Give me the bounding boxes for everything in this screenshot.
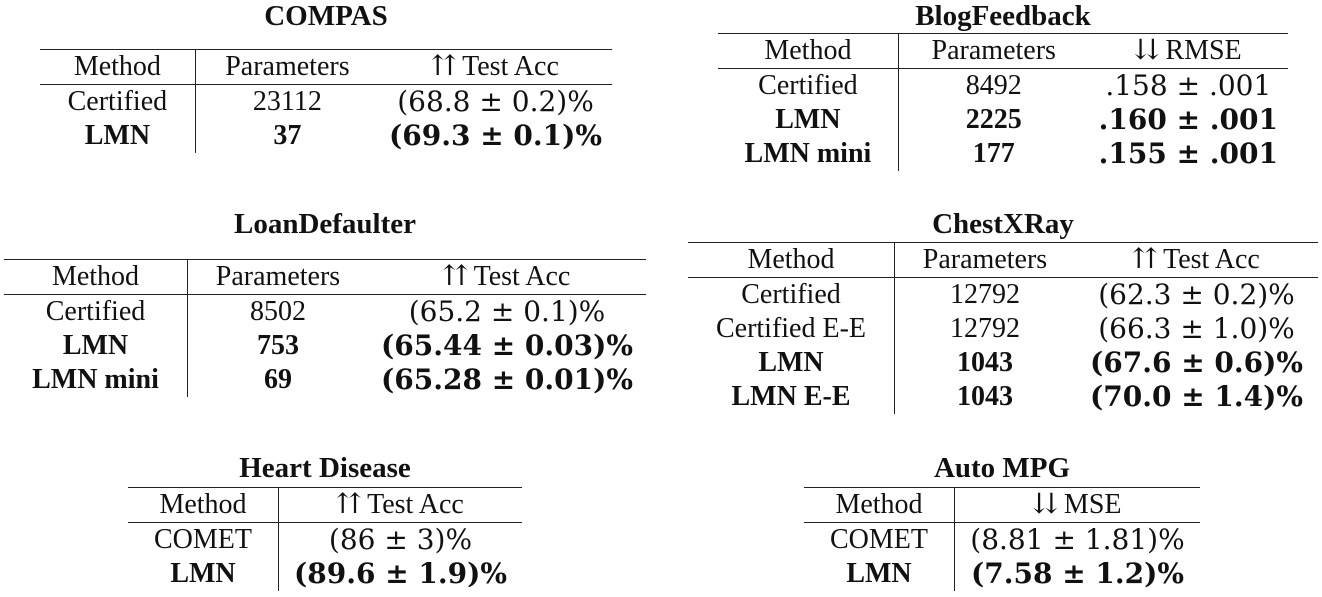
method-cell: Certified E-E xyxy=(688,312,895,346)
results-table xyxy=(688,242,1318,414)
table-header-row xyxy=(718,34,1288,69)
table-header-row xyxy=(804,488,1200,523)
metric-cell: (8.81 ± 1.81)% xyxy=(970,523,1185,556)
metric-cell: (86 ± 3)% xyxy=(328,523,473,556)
column-header: ⇈ Test Acc xyxy=(368,260,646,295)
metric-cell: (67.6 ± 0.6)% xyxy=(1090,346,1303,379)
column-header: Parameters xyxy=(188,260,369,295)
method-cell: Certified xyxy=(40,85,195,120)
metric-cell: (70.0 ± 1.4)% xyxy=(1090,380,1303,413)
parameters-cell: 12792 xyxy=(950,313,1020,344)
column-header: Parameters xyxy=(195,50,379,85)
table-title: COMPAS xyxy=(264,0,388,32)
parameters-cell: 23112 xyxy=(252,86,322,117)
column-header: ⇈ Test Acc xyxy=(1075,243,1318,278)
column-header: Method xyxy=(804,488,955,523)
parameters-cell: 69 xyxy=(264,364,292,395)
column-header: ⇊ RMSE xyxy=(1089,34,1288,69)
table-row xyxy=(4,295,646,330)
metric-cell: (65.2 ± 0.1)% xyxy=(408,295,606,328)
method-cell: LMN xyxy=(40,119,195,153)
table-title: ChestXRay xyxy=(932,208,1074,240)
method-cell: LMN xyxy=(688,346,895,380)
column-header: Method xyxy=(4,260,188,295)
metric-cell: (89.6 ± 1.9)% xyxy=(294,557,507,590)
method-cell: COMET xyxy=(804,523,955,558)
results-table xyxy=(4,259,646,397)
parameters-cell: 2225 xyxy=(965,104,1022,135)
parameters-cell: 12792 xyxy=(950,279,1020,310)
table-row xyxy=(804,557,1200,591)
column-header: Parameters xyxy=(898,34,1088,69)
parameters-cell: 37 xyxy=(273,120,302,151)
table-row xyxy=(688,278,1318,313)
parameters-cell: 753 xyxy=(257,330,299,361)
results-table xyxy=(718,33,1288,171)
column-header: ⇈ Test Acc xyxy=(379,50,612,85)
parameters-cell: 177 xyxy=(972,138,1015,169)
parameters-cell: 1043 xyxy=(957,381,1013,412)
table-header-row xyxy=(688,243,1318,278)
parameters-cell: 8502 xyxy=(250,296,306,327)
table-title: Heart Disease xyxy=(239,452,411,484)
method-cell: LMN xyxy=(128,557,279,591)
column-header: Method xyxy=(40,50,195,85)
results-table xyxy=(128,487,522,591)
method-cell: LMN mini xyxy=(4,363,188,397)
results-table xyxy=(804,487,1200,591)
table-title: LoanDefaulter xyxy=(233,208,417,240)
table-header-row xyxy=(4,260,646,295)
table-row xyxy=(718,69,1288,104)
table-row xyxy=(4,363,646,397)
metric-cell: (68.8 ± 0.2)% xyxy=(397,85,594,118)
table-row xyxy=(40,85,612,120)
method-cell: Certified xyxy=(718,69,898,104)
parameters-cell: 8492 xyxy=(965,70,1022,101)
table-row xyxy=(40,119,612,153)
method-cell: Certified xyxy=(688,278,895,313)
method-cell: Certified xyxy=(4,295,188,330)
column-header: Method xyxy=(688,243,895,278)
table-row xyxy=(804,523,1200,558)
table-row xyxy=(718,103,1288,137)
column-header: ⇈ Test Acc xyxy=(279,488,523,523)
metric-cell: (62.3 ± 0.2)% xyxy=(1098,278,1295,311)
method-cell: COMET xyxy=(128,523,279,558)
table-row xyxy=(688,380,1318,414)
column-header: Parameters xyxy=(895,243,1076,278)
method-cell: LMN mini xyxy=(718,137,898,171)
metric-cell: (65.28 ± 0.01)% xyxy=(381,363,633,396)
column-header: Method xyxy=(718,34,898,69)
table-row xyxy=(4,329,646,363)
metric-cell: (69.3 ± 0.1)% xyxy=(389,119,602,152)
metric-cell: (65.44 ± 0.03)% xyxy=(381,329,633,362)
table-row xyxy=(128,523,522,558)
parameters-cell: 1043 xyxy=(957,347,1013,378)
table-header-row xyxy=(128,488,522,523)
method-cell: LMN xyxy=(718,103,898,137)
method-cell: LMN E-E xyxy=(688,380,895,414)
column-header: Method xyxy=(128,488,279,523)
metric-cell: (66.3 ± 1.0)% xyxy=(1098,312,1295,345)
metric-cell: (7.58 ± 1.2)% xyxy=(971,557,1184,590)
metric-cell: .155 ± .001 xyxy=(1098,137,1278,170)
table-row xyxy=(718,137,1288,171)
method-cell: LMN xyxy=(804,557,955,591)
method-cell: LMN xyxy=(4,329,188,363)
results-table xyxy=(40,49,612,153)
table-title: BlogFeedback xyxy=(915,0,1091,32)
table-row xyxy=(128,557,522,591)
metric-cell: .160 ± .001 xyxy=(1098,103,1278,136)
metric-cell: .158 ± .001 xyxy=(1105,69,1272,102)
table-header-row xyxy=(40,50,612,85)
table-row xyxy=(688,346,1318,380)
column-header: ⇊ MSE xyxy=(955,488,1201,523)
table-title: Auto MPG xyxy=(933,452,1071,484)
table-row xyxy=(688,312,1318,346)
